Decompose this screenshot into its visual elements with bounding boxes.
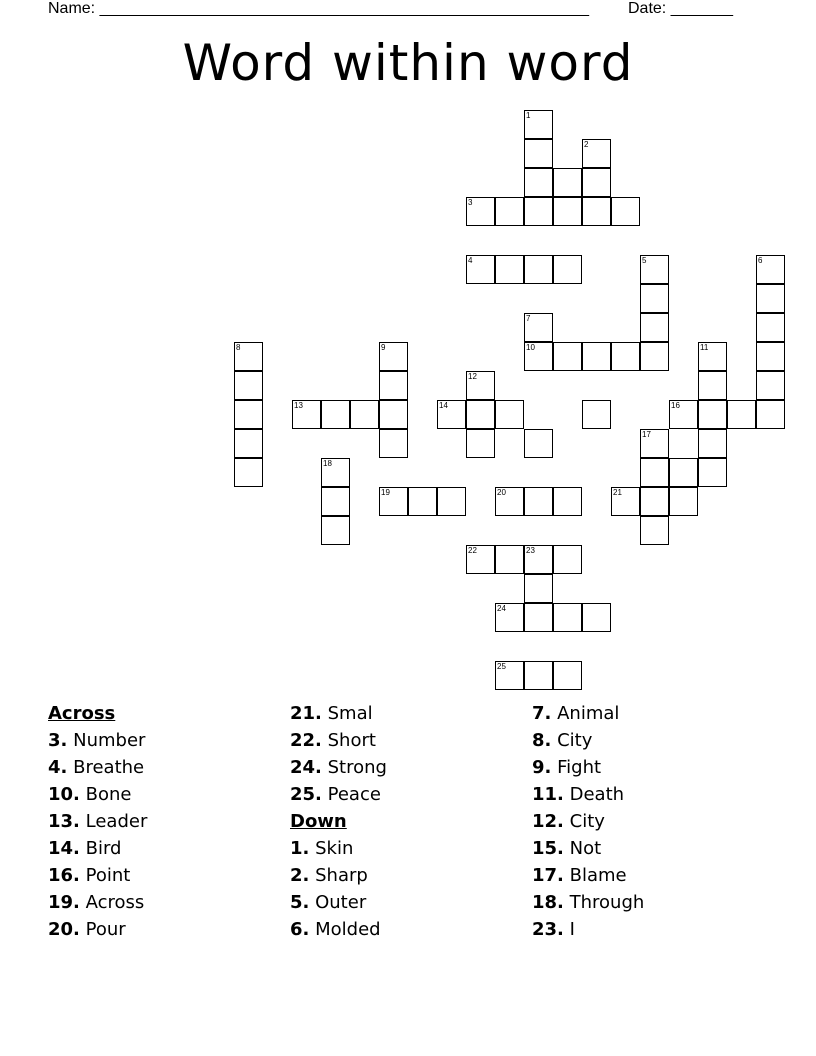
grid-cell[interactable] xyxy=(234,400,263,429)
clue-item-text: Blame xyxy=(569,865,627,886)
grid-cell[interactable] xyxy=(756,284,785,313)
name-field[interactable]: Name: _______________________________________________________ xyxy=(48,0,589,17)
grid-cell[interactable] xyxy=(640,313,669,342)
grid-cell[interactable] xyxy=(582,603,611,632)
clue-number: 5 xyxy=(642,256,647,265)
clue-item-number: 11. xyxy=(532,784,564,805)
grid-cell[interactable] xyxy=(524,603,553,632)
clue-number: 24 xyxy=(497,604,506,613)
grid-cell[interactable] xyxy=(524,545,553,574)
clue-item-number: 10. xyxy=(48,784,80,805)
grid-cell[interactable] xyxy=(495,400,524,429)
clue-item xyxy=(290,700,530,727)
clue-item-text: Sharp xyxy=(315,865,368,886)
grid-cell[interactable] xyxy=(640,516,669,545)
clue-item-text: City xyxy=(557,730,593,751)
clue-item xyxy=(532,754,772,781)
clue-item xyxy=(532,727,772,754)
grid-cell[interactable] xyxy=(234,429,263,458)
clue-item-number: 12. xyxy=(532,811,564,832)
grid-cell[interactable] xyxy=(379,487,408,516)
grid-cell[interactable] xyxy=(524,342,553,371)
clue-item-text: Peace xyxy=(327,784,381,805)
grid-cell[interactable] xyxy=(756,371,785,400)
across-heading: Across xyxy=(48,703,116,724)
clue-number: 17 xyxy=(642,430,651,439)
grid-cell[interactable] xyxy=(495,487,524,516)
grid-cell[interactable] xyxy=(553,168,582,197)
clue-item-text: Bird xyxy=(85,838,122,859)
grid-cell[interactable] xyxy=(582,400,611,429)
grid-cell[interactable] xyxy=(234,458,263,487)
clue-number: 23 xyxy=(526,546,535,555)
grid-cell[interactable] xyxy=(640,284,669,313)
clue-item-text: Point xyxy=(85,865,131,886)
grid-cell[interactable] xyxy=(437,400,466,429)
grid-cell[interactable] xyxy=(524,661,553,690)
clue-number: 3 xyxy=(468,198,473,207)
clue-item-number: 9. xyxy=(532,757,552,778)
grid-cell[interactable] xyxy=(553,342,582,371)
clue-number: 25 xyxy=(497,662,506,671)
grid-cell[interactable] xyxy=(495,545,524,574)
clue-item-number: 22. xyxy=(290,730,322,751)
clue-item-text: Strong xyxy=(327,757,387,778)
grid-cell[interactable] xyxy=(553,197,582,226)
clue-item xyxy=(48,754,288,781)
grid-cell[interactable] xyxy=(582,342,611,371)
clue-number: 10 xyxy=(526,343,535,352)
grid-cell[interactable] xyxy=(611,197,640,226)
clue-number: 16 xyxy=(671,401,680,410)
clue-item-text: Death xyxy=(569,784,625,805)
clue-item-text: Smal xyxy=(327,703,373,724)
grid-cell[interactable] xyxy=(756,255,785,284)
grid-cell[interactable] xyxy=(640,342,669,371)
grid-cell[interactable] xyxy=(756,342,785,371)
clue-item xyxy=(48,727,288,754)
grid-cell[interactable] xyxy=(466,400,495,429)
grid-cell[interactable] xyxy=(524,168,553,197)
clue-item-number: 5. xyxy=(290,892,310,913)
grid-cell[interactable] xyxy=(669,487,698,516)
clue-number: 11 xyxy=(700,343,709,352)
grid-cell[interactable] xyxy=(524,197,553,226)
grid-cell[interactable] xyxy=(727,400,756,429)
grid-cell[interactable] xyxy=(379,400,408,429)
clue-item-text: Bone xyxy=(85,784,132,805)
clue-item-number: 13. xyxy=(48,811,80,832)
clue-item xyxy=(290,727,530,754)
grid-cell[interactable] xyxy=(466,197,495,226)
grid-cell[interactable] xyxy=(553,661,582,690)
clue-item-number: 8. xyxy=(532,730,552,751)
clue-number: 22 xyxy=(468,546,477,555)
grid-cell[interactable] xyxy=(321,458,350,487)
grid-cell[interactable] xyxy=(524,574,553,603)
clue-item-text: Across xyxy=(85,892,145,913)
clue-item xyxy=(532,781,772,808)
clue-number: 14 xyxy=(439,401,448,410)
date-field[interactable]: Date: _______ xyxy=(628,0,733,17)
clue-item xyxy=(290,916,530,943)
clue-item xyxy=(48,808,288,835)
grid-cell[interactable] xyxy=(350,400,379,429)
grid-cell[interactable] xyxy=(553,545,582,574)
clue-item xyxy=(290,889,530,916)
grid-cell[interactable] xyxy=(466,545,495,574)
clue-item xyxy=(290,862,530,889)
clue-item xyxy=(48,835,288,862)
grid-cell[interactable] xyxy=(669,458,698,487)
clue-item-number: 24. xyxy=(290,757,322,778)
grid-cell[interactable] xyxy=(379,371,408,400)
grid-cell[interactable] xyxy=(756,400,785,429)
clue-item-number: 14. xyxy=(48,838,80,859)
clue-number: 6 xyxy=(758,256,763,265)
clue-item-number: 23. xyxy=(532,919,564,940)
clue-item xyxy=(532,889,772,916)
grid-cell[interactable] xyxy=(495,197,524,226)
clue-item-number: 16. xyxy=(48,865,80,886)
clue-item-text: I xyxy=(569,919,575,940)
clue-number: 21 xyxy=(613,488,622,497)
clue-item xyxy=(48,781,288,808)
grid-cell[interactable] xyxy=(524,255,553,284)
clues-column-1 xyxy=(48,700,288,943)
clue-item-text: Number xyxy=(73,730,146,751)
grid-cell[interactable] xyxy=(495,255,524,284)
clue-item xyxy=(532,808,772,835)
grid-cell[interactable] xyxy=(437,487,466,516)
grid-cell[interactable] xyxy=(698,429,727,458)
clue-number: 1 xyxy=(526,111,531,120)
grid-cell[interactable] xyxy=(379,429,408,458)
grid-cell[interactable] xyxy=(408,487,437,516)
clue-item-text: Leader xyxy=(85,811,148,832)
grid-cell[interactable] xyxy=(640,487,669,516)
clue-number: 19 xyxy=(381,488,390,497)
grid-cell[interactable] xyxy=(553,603,582,632)
clue-item-text: Animal xyxy=(557,703,620,724)
grid-cell[interactable] xyxy=(698,400,727,429)
clue-number: 13 xyxy=(294,401,303,410)
clue-item-number: 17. xyxy=(532,865,564,886)
clue-item xyxy=(290,781,530,808)
down-heading: Down xyxy=(290,811,347,832)
clue-number: 7 xyxy=(526,314,531,323)
clue-item-text: Through xyxy=(569,892,645,913)
clue-item-text: Short xyxy=(327,730,376,751)
grid-cell[interactable] xyxy=(321,516,350,545)
clue-item xyxy=(532,916,772,943)
grid-cell[interactable] xyxy=(553,487,582,516)
grid-cell[interactable] xyxy=(495,661,524,690)
clue-item xyxy=(290,754,530,781)
grid-cell[interactable] xyxy=(466,255,495,284)
clue-item-number: 21. xyxy=(290,703,322,724)
clue-item xyxy=(532,862,772,889)
grid-cell[interactable] xyxy=(669,400,698,429)
clue-item-text: Not xyxy=(569,838,602,859)
grid-cell[interactable] xyxy=(640,458,669,487)
clue-item xyxy=(48,889,288,916)
grid-cell[interactable] xyxy=(553,255,582,284)
puzzle-title: Word within word xyxy=(182,34,634,92)
clue-item xyxy=(290,835,530,862)
clue-item-text: Breathe xyxy=(73,757,145,778)
clue-item xyxy=(532,835,772,862)
grid-cell[interactable] xyxy=(640,429,669,458)
clue-item-number: 15. xyxy=(532,838,564,859)
grid-cell[interactable] xyxy=(640,255,669,284)
grid-cell[interactable] xyxy=(292,400,321,429)
grid-cell[interactable] xyxy=(321,487,350,516)
grid-cell[interactable] xyxy=(611,487,640,516)
grid-cell[interactable] xyxy=(582,168,611,197)
grid-cell[interactable] xyxy=(524,487,553,516)
grid-cell[interactable] xyxy=(698,371,727,400)
clue-item xyxy=(48,916,288,943)
clue-item-number: 25. xyxy=(290,784,322,805)
grid-cell[interactable] xyxy=(234,342,263,371)
grid-cell[interactable] xyxy=(495,603,524,632)
grid-cell[interactable] xyxy=(524,313,553,342)
clue-number: 4 xyxy=(468,256,473,265)
grid-cell[interactable] xyxy=(698,458,727,487)
clue-number: 12 xyxy=(468,372,477,381)
clue-item-text: Pour xyxy=(85,919,126,940)
clue-item-text: Fight xyxy=(557,757,602,778)
clue-item-number: 7. xyxy=(532,703,552,724)
clue-item-number: 3. xyxy=(48,730,68,751)
clue-item-number: 6. xyxy=(290,919,310,940)
grid-cell[interactable] xyxy=(698,342,727,371)
clue-item-number: 1. xyxy=(290,838,310,859)
clue-number: 8 xyxy=(236,343,241,352)
clue-item-number: 20. xyxy=(48,919,80,940)
clue-item-number: 19. xyxy=(48,892,80,913)
clue-item-number: 4. xyxy=(48,757,68,778)
grid-cell[interactable] xyxy=(756,313,785,342)
clue-number: 20 xyxy=(497,488,506,497)
clue-item-text: Skin xyxy=(315,838,354,859)
grid-cell[interactable] xyxy=(582,139,611,168)
grid-cell[interactable] xyxy=(524,139,553,168)
grid-cell[interactable] xyxy=(524,429,553,458)
grid-cell[interactable] xyxy=(466,429,495,458)
clue-item xyxy=(532,700,772,727)
clue-number: 2 xyxy=(584,140,589,149)
grid-cell[interactable] xyxy=(234,371,263,400)
grid-cell[interactable] xyxy=(611,342,640,371)
grid-cell[interactable] xyxy=(321,400,350,429)
clue-number: 18 xyxy=(323,459,332,468)
clue-item-text: Molded xyxy=(315,919,381,940)
clue-number: 9 xyxy=(381,343,386,352)
clue-item-text: Outer xyxy=(315,892,367,913)
grid-cell[interactable] xyxy=(582,197,611,226)
grid-cell[interactable] xyxy=(524,110,553,139)
grid-cell[interactable] xyxy=(379,342,408,371)
clue-item-number: 18. xyxy=(532,892,564,913)
clue-item-number: 2. xyxy=(290,865,310,886)
clue-item xyxy=(48,862,288,889)
clue-item-text: City xyxy=(569,811,605,832)
clues-column-3 xyxy=(532,700,772,943)
grid-cell[interactable] xyxy=(466,371,495,400)
clues-column-2 xyxy=(290,700,530,943)
